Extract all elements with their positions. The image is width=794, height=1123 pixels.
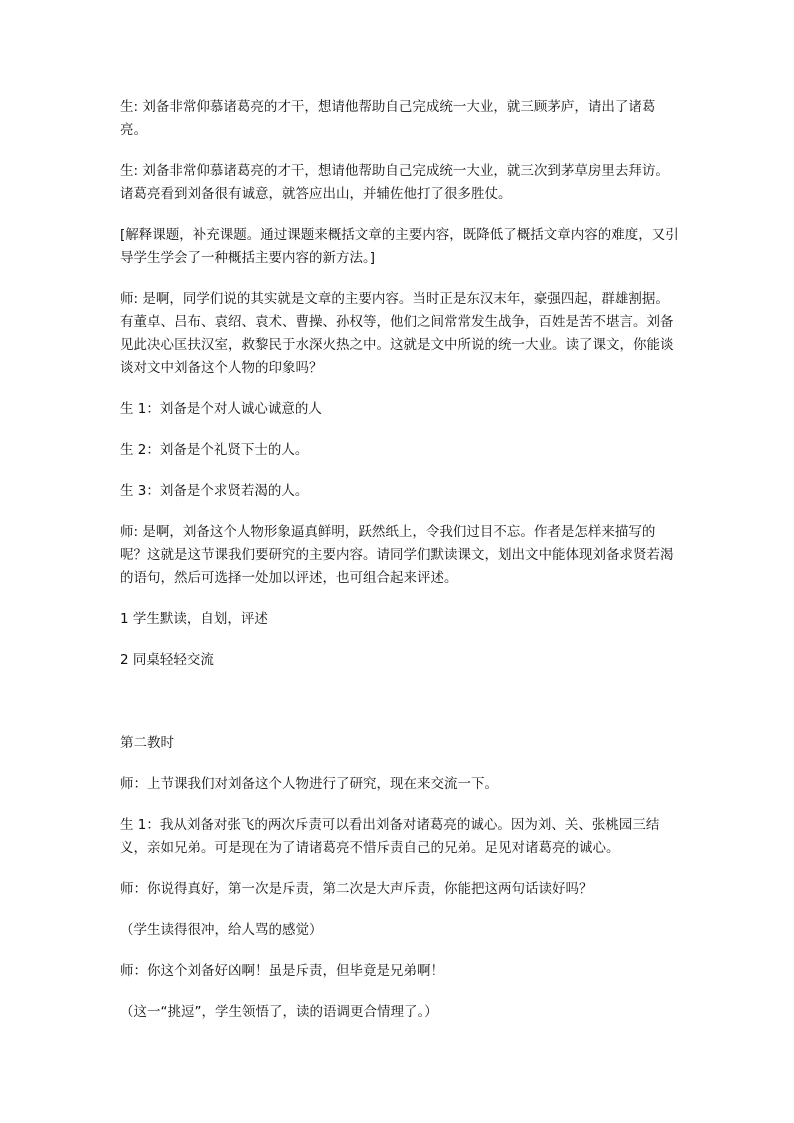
- document-body: [120, 96, 680, 1042]
- paragraph-student-answer-1: 生: 刘备非常仰慕诸葛亮的才干，想请他帮助自己完成统一大业，就三顾茅庐，请出了诸葛亮。: [120, 99, 656, 138]
- paragraph-student-3: 生 3：刘备是个求贤若渴的人。: [120, 483, 309, 499]
- section-heading-second-lesson: 第二教时: [120, 735, 174, 751]
- paragraph-step-1: 1 学生默读，自划，评述: [120, 611, 268, 627]
- paragraph-teacher-review: 师：上节课我们对刘备这个人物进行了研究，现在来交流一下。: [120, 776, 498, 792]
- paragraph-student-analysis: 生 1：我从刘备对张飞的两次斥责可以看出刘备对诸葛亮的诚心。因为刘、关、张桃园三结义，亲如兄弟。可是现在为了请诸葛亮不惜斥责自己的兄弟。足见对诸葛亮的诚心。: [120, 817, 660, 856]
- paragraph-step-2: 2 同桌轻轻交流: [120, 652, 214, 668]
- paragraph-student-1: 生 1：刘备是个对人诚心诚意的人: [120, 401, 322, 417]
- paragraph-teacher-praise: 师：你说得真好，第一次是斥责，第二次是大声斥责，你能把这两句话读好吗？: [120, 881, 593, 897]
- paragraph-teacher-question: 师: 是啊，刘备这个人物形象逼真鲜明，跃然纸上，令我们过目不忘。作者是怎样来描写的呢？这就是这节课我们要研究的主要内容。请同学们默读课文，划出文中能体现刘备求贤若渴的语句，然后可选择一处加以评述，也可组合起来评述。: [120, 524, 674, 586]
- paragraph-stage-note-2: （这一“挑逗”，学生领悟了，读的语调更合情理了。）: [120, 1004, 438, 1020]
- paragraph-student-2: 生 2：刘备是个礼贤下士的人。: [120, 442, 309, 458]
- paragraph-teaching-note: [解释课题，补充课题。通过课题来概括文章的主要内容，既降低了概括文章内容的难度，又引导学生学会了一种概括主要内容的新方法。]: [120, 227, 679, 266]
- paragraph-stage-note-1: （学生读得很冲，给人骂的感觉）: [120, 922, 323, 938]
- paragraph-teacher-comment: 师：你这个刘备好凶啊！虽是斥责，但毕竟是兄弟啊！: [120, 963, 444, 979]
- paragraph-student-answer-2: 生: 刘备非常仰慕诸葛亮的才干，想请他帮助自己完成统一大业，就三次到茅草房里去拜访。诸葛亮看到刘备很有诚意，就答应出山，并辅佐他打了很多胜仗。: [120, 163, 669, 202]
- paragraph-teacher-intro: 师: 是啊，同学们说的其实就是文章的主要内容。当时正是东汉末年，豪强四起，群雄割据。有董卓、吕布、袁绍、袁术、曹操、孙权等，他们之间常常发生战争，百姓是苦不堪言。刘备见此决心匡扶汉室，救黎民于水深火热之中。这就是文中所说的统一大业。读了课文，你能谈谈对文中刘备这个人物的印象吗？: [120, 291, 674, 376]
